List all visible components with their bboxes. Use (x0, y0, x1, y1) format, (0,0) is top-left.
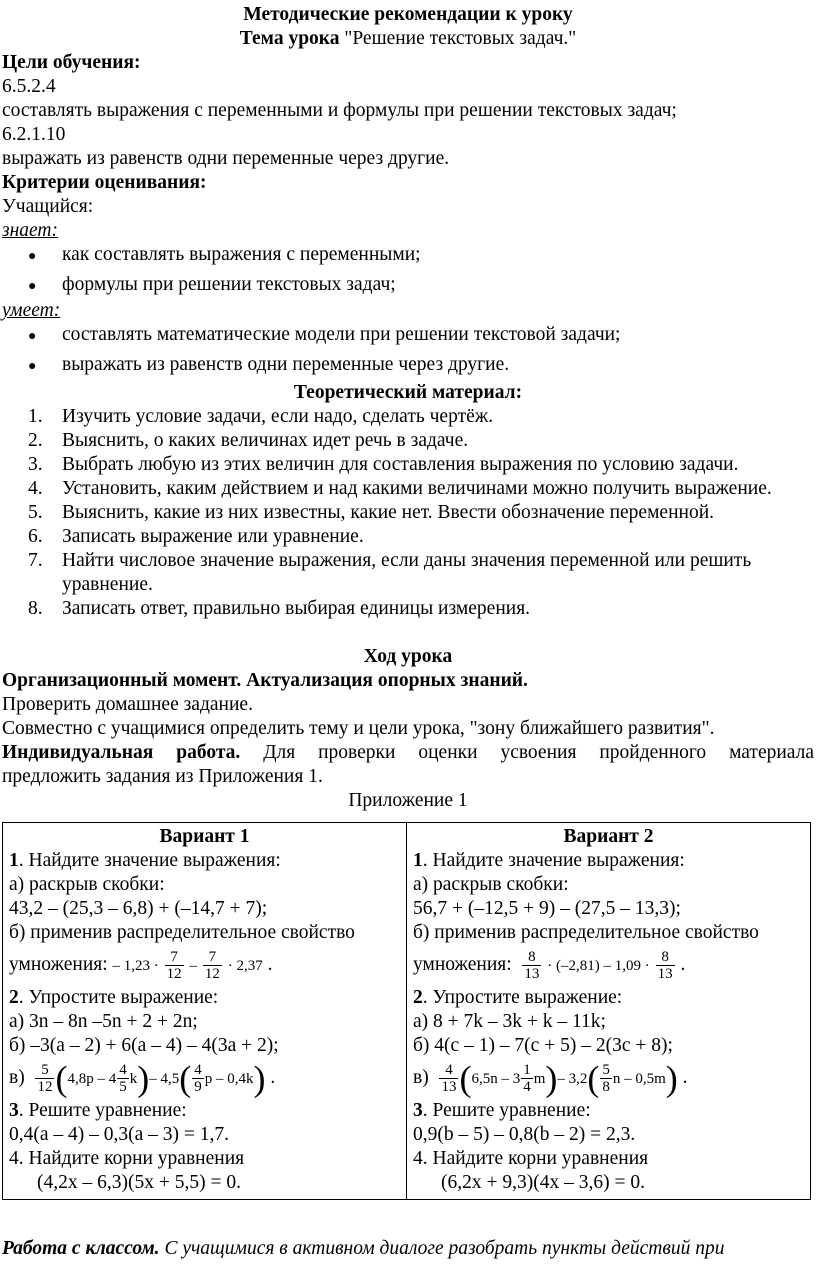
goal-code: 6.5.2.4 (2, 76, 56, 97)
task-2: 2. Упростите выражение: (413, 987, 623, 1008)
fraction: $\frac{5}{8}$ (602, 1062, 610, 1095)
appendix-label: Приложение 1 (348, 790, 468, 811)
task-4: 4. Найдите корни уравнения (9, 1148, 245, 1169)
goal-code: 6.2.1.10 (2, 124, 66, 145)
fraction: $\frac{4}{9}$ (194, 1062, 202, 1095)
lesson-topic (0, 27, 816, 51)
task-2: 2. Упростите выражение: (9, 987, 219, 1008)
list-item: ● выражать из равенств одни переменные через другие. (0, 353, 816, 379)
fraction: $\frac{1}{4}$ (523, 1062, 531, 1095)
task-1: 1. Найдите значение выражения: (9, 850, 281, 871)
theory-step: 4. Установить, каким действием и над какими величинами можно получить выражение. (28, 478, 772, 499)
variant-cell: Вариант 1 1. Найдите значение выражения: а) раскрыв скобки: 43,2 – (25,3 – 6,8) + (–14,7 + 7); б) применив распределительное свойство умножения: – 1,23 · $\frac{7}{12}$ – $\frac{7}{12}$ · 2,37 . 2. Упростите выражение: а) 3n – 8n –5n + 2 + 2n; б) –3(a – 2) + 6(a – 4) – 4(3a + 2); в) $\frac{5}{12}$ (4,8p – 4 $\frac{4}{5}$ k)– 4,5( $\frac{4}{9}$ p – 0,4k) . 3. Решите уравнение: 0,4(a – 4) – 0,3(a – 3) = 1,7. 4. Найдите корни уравнения (4,2x – 6,3)(5x + 5,5) = 0. (3, 823, 407, 1200)
theory-step: 2. Выяснить, о каких величинах идет речь в задаче. (28, 430, 469, 451)
fraction: $\frac{7}{12}$ (166, 949, 182, 982)
task-3: 3. Решите уравнение: (9, 1100, 187, 1121)
goals-heading: Цели обучения: (2, 52, 141, 73)
fraction: $\frac{8}{13}$ (524, 949, 540, 982)
bullet-icon: ● (28, 329, 37, 344)
theory-step: 3. Выбрать любую из этих величин для составления выражения по условию задачи. (28, 454, 739, 475)
student-label: Учащийся: (2, 196, 94, 217)
fraction: $\frac{5}{12}$ (37, 1062, 53, 1095)
define-topic: Совместно с учащимися определить тему и цели урока, "зону ближайшего развития". (2, 718, 715, 739)
bullet-icon: ● (28, 359, 37, 374)
criteria-heading: Критерии оценивания: (2, 172, 207, 193)
theory-heading: Теоретический материал: (293, 382, 523, 403)
document-title: Методические рекомендации к уроку (243, 4, 573, 25)
theory-step: 8. Записать ответ, правильно выбирая единицы измерения. (28, 598, 531, 619)
goal-text: составлять выражения с переменными и формулы при решении текстовых задач; (2, 100, 677, 121)
bullet-icon: ● (28, 279, 37, 294)
lesson-heading: Ход урока (363, 646, 453, 667)
variant-title: Вариант 2 (563, 826, 654, 847)
theory-step: 6. Записать выражение или уравнение. (28, 526, 364, 547)
bullet-icon: ● (28, 249, 37, 264)
topic-label: Тема урока (239, 28, 340, 49)
list-item: ● составлять математические модели при решении текстовой задачи; (0, 323, 816, 349)
knows-label: знает: (2, 220, 59, 241)
theory-step: 1. Изучить условие задачи, если надо, сделать чертёж. (28, 406, 494, 427)
fraction: $\frac{8}{13}$ (657, 949, 673, 982)
org-heading: Организационный момент. Актуализация опорных знаний. (2, 670, 528, 691)
variant-cell: Вариант 2 1. Найдите значение выражения: а) раскрыв скобки: 56,7 + (–12,5 + 9) – (27,5 – 13,3); б) применив распределительное свойство умножения: $\frac{8}{13}$ · (–2,81) – 1,09 · $\frac{8}{13}$ . 2. Упростите выражение: а) 8 + 7k – 3k + k – 11k; б) 4(c – 1) – 7(c + 5) – 2(3c + 8); в) $\frac{4}{13}$ (6,5n – 3 $\frac{1}{4}$ m)– 3,2( $\frac{5}{8}$ n – 0,5m) . 3. Решите уравнение: 0,9(b – 5) – 0,8(b – 2) = 2,3. 4. Найдите корни уравнения (6,2x + 9,3)(4x – 3,6) = 0. (407, 823, 811, 1200)
check-homework: Проверить домашнее задание. (2, 694, 253, 715)
task-4: 4. Найдите корни уравнения (413, 1148, 649, 1169)
individual-work-cont: предложить задания из Приложения 1. (2, 766, 323, 787)
theory-step: 7. Найти числовое значение выражения, если даны значения переменной или решить уравнение. (28, 550, 752, 595)
document-page (0, 3, 816, 813)
class-work: Работа с классом. С учащимися в активном диалоге разобрать пункты действий при (2, 1238, 725, 1259)
fraction: $\frac{7}{12}$ (204, 949, 220, 982)
goal-text: выражать из равенств одни переменные через другие. (2, 148, 450, 169)
list-item: ● формулы при решении текстовых задач; (0, 273, 816, 299)
variant-title: Вариант 1 (159, 826, 250, 847)
task-3: 3. Решите уравнение: (413, 1100, 591, 1121)
tasks-table (2, 822, 811, 1200)
fraction: $\frac{4}{5}$ (119, 1062, 127, 1095)
can-label: умеет: (2, 300, 61, 321)
fraction: $\frac{4}{13}$ (441, 1062, 457, 1095)
task-1: 1. Найдите значение выражения: (413, 850, 685, 871)
theory-step: 5. Выяснить, какие из них известны, какие нет. Ввести обозначение переменной. (28, 502, 715, 523)
topic-value: "Решение текстовых задач." (339, 28, 577, 49)
individual-work: Индивидуальная работа. Для проверки оценки усвоения пройденного материала (2, 742, 815, 763)
list-item: ● как составлять выражения с переменными; (0, 243, 816, 269)
theory-list (0, 405, 816, 621)
